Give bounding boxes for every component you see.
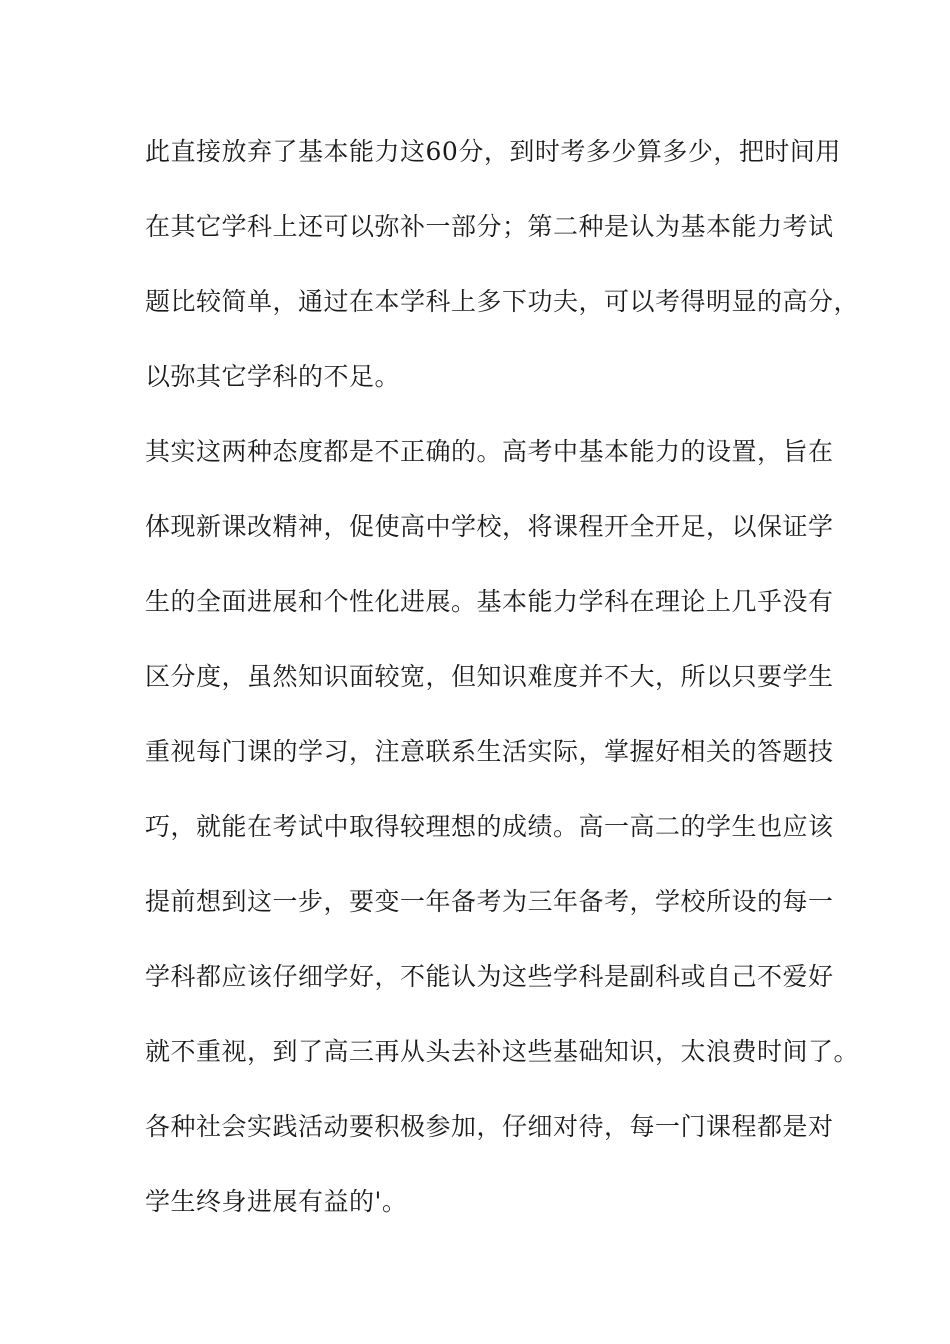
text-line: 在其它学科上还可以弥补一部分；第二种是认为基本能力考试 <box>145 212 834 241</box>
text-line: 体现新课改精神，促使高中学校，将课程开全开足，以保证学 <box>145 512 834 541</box>
text-line: 学生终身进展有益的'。 <box>145 1187 408 1216</box>
text-line: 就不重视，到了高三再从头去补这些基础知识，太浪费时间了。 <box>145 1037 860 1066</box>
text-line: 区分度，虽然知识面较宽，但知识难度并不大，所以只要学生 <box>145 662 834 691</box>
text-line: 此直接放弃了基本能力这60分，到时考多少算多少，把时间用 <box>145 137 841 166</box>
text-line: 重视每门课的学习，注意联系生活实际，掌握好相关的答题技 <box>145 737 834 766</box>
text-line: 学科都应该仔细学好，不能认为这些学科是副科或自己不爱好 <box>145 962 834 991</box>
text-line: 各种社会实践活动要积极参加，仔细对待，每一门课程都是对 <box>145 1112 834 1141</box>
text-line: 生的全面进展和个性化进展。基本能力学科在理论上几乎没有 <box>145 587 834 616</box>
text-line: 题比较简单，通过在本学科上多下功夫，可以考得明显的高分， <box>145 287 860 316</box>
text-line: 提前想到这一步，要变一年备考为三年备考，学校所设的每一 <box>145 887 834 916</box>
text-line: 巧，就能在考试中取得较理想的成绩。高一高二的学生也应该 <box>145 812 834 841</box>
text-line: 其实这两种态度都是不正确的。高考中基本能力的设置，旨在 <box>145 437 834 466</box>
text-line: 以弥其它学科的不足。 <box>145 362 401 391</box>
